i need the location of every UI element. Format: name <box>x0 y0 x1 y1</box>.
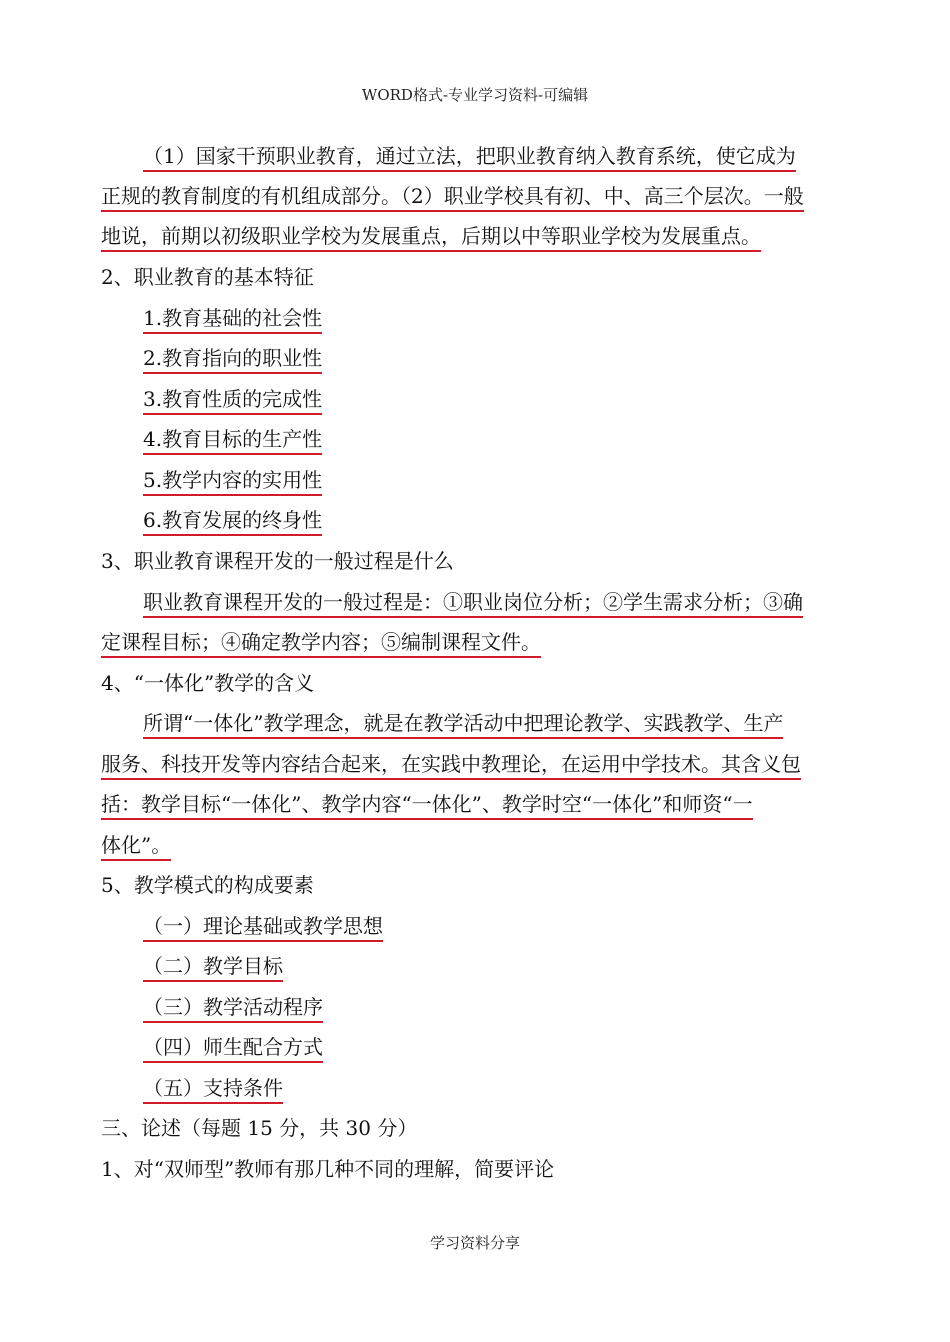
q2-item: 5.教学内容的实用性 <box>143 467 322 493</box>
q2-item: 6.教育发展的终身性 <box>143 507 322 533</box>
q4-answer-line-4: 体化”。 <box>101 832 171 858</box>
q5-item: （四）师生配合方式 <box>143 1034 323 1060</box>
q5-item: （五）支持条件 <box>143 1075 283 1101</box>
para1-line-2: 正规的教育制度的有机组成部分。（2）职业学校具有初、中、高三个层次。一般 <box>101 183 804 209</box>
q5-title: 5、教学模式的构成要素 <box>101 873 314 897</box>
q3-answer-line-2: 定课程目标；④确定教学内容；⑤编制课程文件。 <box>101 629 541 655</box>
q2-item: 3.教育性质的完成性 <box>143 386 322 412</box>
page-header: WORD格式-专业学习资料-可编辑 <box>361 86 589 104</box>
q3-title: 3、职业教育课程开发的一般过程是什么 <box>101 549 454 573</box>
q4-answer-line-1: 所谓“一体化”教学理念，就是在教学活动中把理论教学、实践教学、生产 <box>143 710 783 736</box>
q2-item: 2.教育指向的职业性 <box>143 345 322 371</box>
q2-item: 4.教育目标的生产性 <box>143 426 322 452</box>
para1-line-3: 地说，前期以初级职业学校为发展重点，后期以中等职业学校为发展重点。 <box>101 223 761 249</box>
q4-answer-line-3: 括：教学目标“一体化”、教学内容“一体化”、教学时空“一体化”和师资“一 <box>101 791 753 817</box>
q4-title: 4、“一体化”教学的含义 <box>101 671 315 695</box>
q4-answer-line-2: 服务、科技开发等内容结合起来，在实践中教理论，在运用中学技术。其含义包 <box>101 751 801 777</box>
essay-question-1: 1、对“双师型”教师有那几种不同的理解，简要评论 <box>101 1157 555 1181</box>
q2-item: 1.教育基础的社会性 <box>143 305 322 331</box>
page-footer: 学习资料分享 <box>429 1234 520 1252</box>
q2-title: 2、职业教育的基本特征 <box>101 265 314 289</box>
q5-item: （一）理论基础或教学思想 <box>143 913 383 939</box>
q5-item: （三）教学活动程序 <box>143 994 323 1020</box>
q5-item: （二）教学目标 <box>143 953 283 979</box>
q3-answer-line-1: 职业教育课程开发的一般过程是：①职业岗位分析；②学生需求分析；③确 <box>143 589 803 615</box>
para1-line-1: （1）国家干预职业教育，通过立法，把职业教育纳入教育系统，使它成为 <box>143 143 796 169</box>
section-3-heading: 三、论述（每题 15 分，共 30 分） <box>101 1116 418 1140</box>
